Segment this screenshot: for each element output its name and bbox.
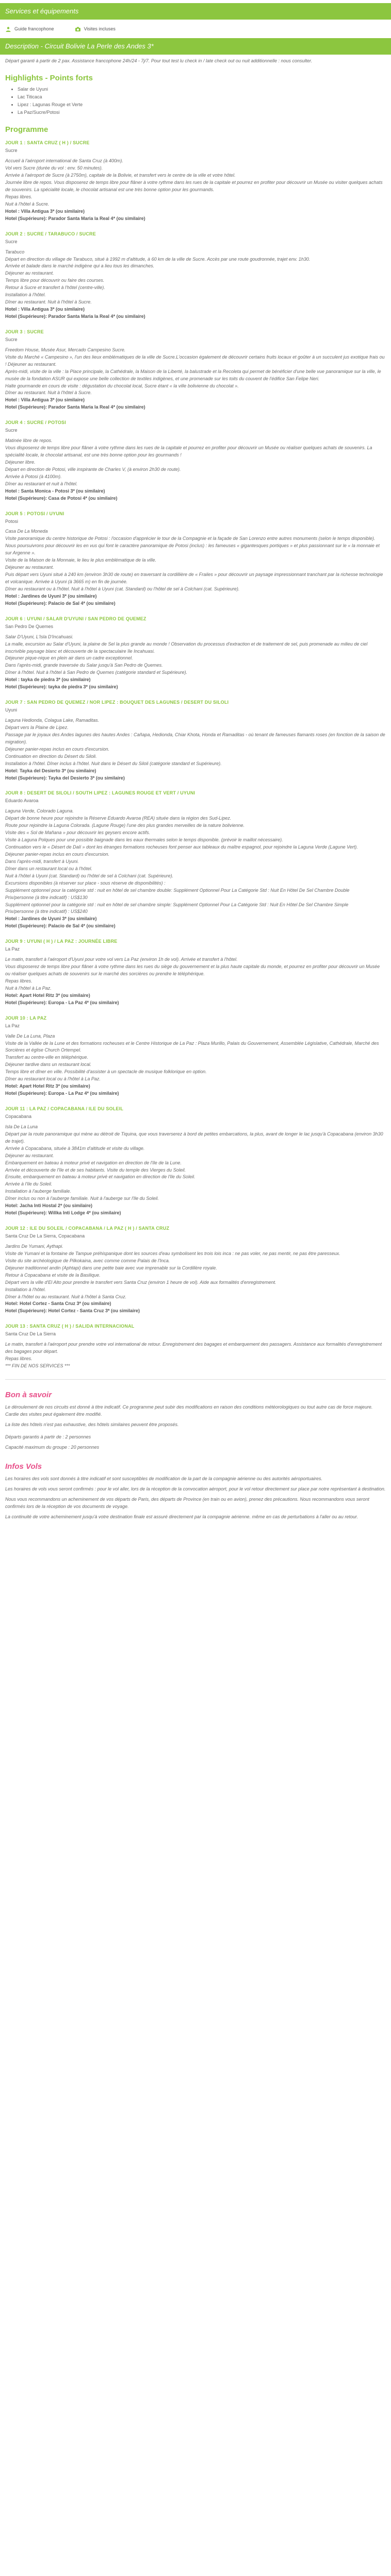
day-description bbox=[5, 347, 386, 411]
day-line: Visite des « Sol de Mañana » pour découvrir les geysers encore actifs. bbox=[5, 830, 150, 836]
day-description bbox=[5, 808, 386, 930]
day-title: JOUR 2 : SUCRE / TARABUCO / SUCRE bbox=[5, 231, 96, 236]
departs-garantis: Départs garantis à partir de : 2 personnes bbox=[5, 1434, 91, 1440]
day-hotel: Hotel : Villa Antigua 3* (ou similaire) bbox=[5, 397, 85, 403]
day-line: Repas libres. bbox=[5, 194, 32, 199]
infos-vols-title: Infos Vols bbox=[5, 1462, 42, 1471]
day-line: Installation à l'hôtel. bbox=[5, 1286, 46, 1292]
highlight-item: • La Paz/Sucre/Potosi bbox=[18, 109, 386, 116]
day-line: Route pour rejoindre la Laguna Colorada. (Lagune Rouge) l'une des plus grandes merveilles de la nature bolivienne. bbox=[5, 823, 245, 828]
day-line: Ensuite, embarquement en bateau à moteur privé et navigation en direction de l'Ile du Soleil. bbox=[5, 1174, 196, 1180]
day-line: Visite du Marché « Campesino », l'un des lieux emblématiques de la ville de Sucre.L'occasion également de découvrir certains fruits locaux et goûter à un succulent jus exotique frais ou ! Déjeuner au restaurant. bbox=[5, 354, 385, 367]
day-line: Déjeuner libre. bbox=[5, 459, 36, 465]
day-block bbox=[5, 511, 386, 607]
day-hotel: Hotel : Jardines de Uyuni 3* (ou similaire) bbox=[5, 916, 97, 922]
day-line: Vol vers Sucre (durée du vol : env. 50 minutes). bbox=[5, 165, 103, 171]
day-block bbox=[5, 140, 386, 222]
day-line: Continuation en direction du Désert du Siloli. bbox=[5, 753, 97, 759]
intro-text: Départ garanti à partir de 2 pax. Assistance francophone 24h/24 - 7j/7. Pour tout test lu check in / late check out ou nuit additionnelle : nous consulter. bbox=[5, 58, 313, 64]
day-title: JOUR 6 : UYUNI / SALAR D'UYUNI / SAN PEDRO DE QUEMEZ bbox=[5, 616, 146, 621]
services-list bbox=[0, 20, 391, 38]
day-line: Déjeuner au restaurant. bbox=[5, 270, 54, 276]
day-description bbox=[5, 528, 386, 607]
day-line: Arrivée à l'Ile du Soleil. bbox=[5, 1181, 53, 1187]
day-line: *** FIN DE NOS SERVICES *** bbox=[5, 1363, 70, 1369]
day-line: La malle, excursion au Salar d'Uyuni, la plaine de Sel la plus grande au monde ! Observation du processus d'extraction et de traitement de sel, puis promenade au milieu de ciel inscrivible paysage blanc et découverte de la spectaculaire île Incahuasi. bbox=[5, 641, 368, 654]
day-hotel: Hotel: Apart Hotel Ritz 3* (ou similaire) bbox=[5, 992, 90, 998]
day-hotel: Hotel : Santa Monica - Potosi 3* (ou similaire) bbox=[5, 488, 105, 494]
infos-vols-para: La continuité de votre acheminement jusqu'à votre destination finale est assuré directement par la compagnie aérienne. même en cas de perturbations à l'aller ou au retour. bbox=[5, 1514, 358, 1519]
day-line: Visite de la Vallée de la Lune et des formations rocheuses et le Centre Historique de La Paz : Plaza Murillo, Palais du Gouvernement, Assemblée Législative, Cathédrale, Marché des Sorcières et église Church Ortempel. bbox=[5, 1040, 379, 1053]
day-line: Déjeuner au restaurant. bbox=[5, 1153, 54, 1158]
services-bar: Services et équipements bbox=[0, 3, 391, 20]
service-guide bbox=[5, 26, 54, 33]
day-line: Dîner dans un restaurant local ou à l'hôtel. bbox=[5, 866, 92, 871]
day-line: Départ vers la Plaine de Lipez. bbox=[5, 724, 69, 730]
day-description bbox=[5, 1243, 386, 1315]
programme-title: Programme bbox=[5, 125, 48, 134]
day-title: JOUR 7 : SAN PEDRO DE QUEMEZ / NOR LIPEZ : BOUQUET DES LAGUNES / DESERT DU SILOLI bbox=[5, 700, 229, 705]
day-description bbox=[5, 437, 386, 502]
divider bbox=[5, 1379, 386, 1380]
bon-a-savoir-para: Le déroulement de nos circuits est donné à titre indicatif. Ce programme peut subir des modifications en raison des conditions météorologiques ou tout autre cas de force majeure. Cardie des visites peut également être modifié. bbox=[5, 1404, 373, 1417]
day-line: Temps libre pour découvrir ou faire des courses. bbox=[5, 278, 105, 283]
day-line: Après-midi, visite de la ville : la Place principale, la Cathédrale, la Maison de la Liberté, la balustrade et la Recoleta qui permet de bénéficier d'une belle vue panoramique sur la ville, le musée de la fondation ASUR qui expose une belle collection de textiles indigènes, et une promenade sur les toits du couvent de l'édifice San Felipe Neri. bbox=[5, 368, 381, 381]
day-line: Déjeuner au restaurant. bbox=[5, 565, 54, 570]
day-line: Déjeuner panier-repas inclus en cours d'excursion. bbox=[5, 851, 110, 857]
day-title: JOUR 13 : SANTA CRUZ ( H ) / SALIDA INTERNACIONAL bbox=[5, 1324, 135, 1329]
day-line: Jardins De Yumani, Aythapi. bbox=[5, 1243, 63, 1249]
day-line: Visite panoramique du centre historique de Potosi : l'occasion d'apprécier le tour de la Compagnie et la façade de San Lorenzo entre autres monuments (selon le temps disponible). bbox=[5, 536, 376, 541]
day-hotel: Hotel: Apart Hotel Ritz 3* (ou similaire) bbox=[5, 1083, 90, 1089]
page bbox=[0, 3, 391, 1521]
day-line: Nuit à l'hôtel à La Paz. bbox=[5, 985, 52, 991]
day-description bbox=[5, 634, 386, 691]
day-location: Potosi bbox=[5, 518, 19, 524]
day-block bbox=[5, 231, 386, 320]
day-line: Déjeuner traditionnel andin (Aphtapi) dans une petite baie avec vue imprenable sur la Cordillère royale. bbox=[5, 1265, 217, 1270]
day-description bbox=[5, 1033, 386, 1097]
day-line: Dîner au restaurant ou à l'hôtel. Nuit à l'hôtel à Uyuni (cat. Standard) ou l'hôtel de sel à Colchani (cat. Supérieure). bbox=[5, 586, 240, 591]
day-line: Dîner au restaurant local ou à l'hôtel à La Paz. bbox=[5, 1076, 101, 1082]
day-hotel: Hotel (Supérieure): Tayka del Desierto 3* (ou similaire) bbox=[5, 775, 125, 781]
day-block bbox=[5, 329, 386, 411]
day-line: Dîner à l'hôtel. Nuit à l'hôtel à San Pedro de Quemes (catégorie standard et Supérieure). bbox=[5, 670, 188, 675]
day-line: Dîner au restaurant. Nuit à l'hôtel à Sucre. bbox=[5, 390, 92, 396]
day-line: Déjeuner pique-nique en plein air dans un cadre exceptionnel. bbox=[5, 655, 133, 661]
day-line: Supplément optionnel pour la catégorie std : nuit en hôtel de sel chambre double: Supplément Optionnel Pour La Catégorie Std : Nuit En Hôtel De Sel Chambre Double bbox=[5, 887, 350, 893]
day-line: Transfert au centre-ville en téléphérique. bbox=[5, 1055, 88, 1060]
day-line: Nous poursuivrons pour découvrir les en vus qui font le caractère panoramique de Potosi (inclus) : les fameuses « gigantesques portiques » et plus passionnant sur le « la monnaie et sur Argenne ». bbox=[5, 543, 380, 556]
day-hotel: Hotel: Tayka del Desierto 3* (ou similaire) bbox=[5, 768, 96, 773]
programme-days bbox=[5, 140, 386, 1370]
day-hotel: Hotel (Supérieure): tayka de piedra 3* (ou similaire) bbox=[5, 684, 118, 690]
day-line: Vous disposerez de temps libre pour flâner à votre rythme dans les rues du siège du gouvernement et la plus haute capitale du monde, et pourrez en profiter pour découvrir un Musée ou réaliser quelques achats de souvenirs sur le marché des sorcières ou prendre le téléphérique. bbox=[5, 964, 380, 977]
day-line: Le matin, transfert à l'aéroport pour prendre votre vol international de retour. Enregistrement des bagages et embarquement des passagers. Assistance aux formalités d'enregistrement des bagages pour départ. bbox=[5, 1342, 382, 1354]
day-line: Installation à l'hôtel. bbox=[5, 292, 46, 298]
day-hotel: Hotel : tayka de piedra 3* (ou similaire) bbox=[5, 677, 91, 683]
day-location: Santa Cruz De La Sierra, Copacabana bbox=[5, 1233, 85, 1239]
day-block bbox=[5, 1225, 386, 1315]
day-line: Prix/personne (à titre indicatif) : US$240 bbox=[5, 909, 88, 914]
content bbox=[0, 58, 391, 1521]
day-block bbox=[5, 419, 386, 502]
day-line: Excursions disponibles (à réserver sur place - sous réserve de disponibilités) : bbox=[5, 880, 166, 886]
day-location: Sucre bbox=[5, 148, 18, 154]
day-line: Dîner inclus ou non à l'auberge familiale. Nuit à l'auberge sur l'Ile du Soleil. bbox=[5, 1196, 159, 1201]
day-location: Eduardo Avaroa bbox=[5, 798, 39, 804]
infos-vols-para: Nous vous recommandons un acheminement de vos départs de Paris, des départs de Province (en train ou en avion), prenez des précautions. Nous recommandons vous seront confirmés lors de la réception de vos documents de voyage. bbox=[5, 1497, 369, 1509]
day-line: Arrivée et découverte de l'île et de ses habitants. Visite du temple des Vierges du Soleil. bbox=[5, 1167, 186, 1173]
day-location: San Pedro De Quemes bbox=[5, 623, 54, 629]
day-line: Embarquement en bateau à moteur privé et navigation en direction de l'Ile de la Lune. bbox=[5, 1160, 182, 1165]
day-title: JOUR 3 : SUCRE bbox=[5, 329, 44, 334]
day-line: Départ par la route panoramique qui mène au détroit de Tiquina, que vous traverserez à bord de petites embarcations, la plus, avant de longer le lac jusqu'à Copacabana (environ 3h30 de trajet). bbox=[5, 1131, 383, 1144]
day-line: Arrivée à Copacabana, située à 3841m d'altitude et visite du village. bbox=[5, 1145, 145, 1151]
day-hotel: Hotel (Supérieure): Palacio de Sal 4* (ou similaire) bbox=[5, 600, 116, 606]
day-line: Arrivée et balade dans le marché indigène qui a lieu tous les dimanches. bbox=[5, 263, 155, 269]
day-line: Retour à Copacabana et visite de la Basilique. bbox=[5, 1272, 101, 1278]
day-title: JOUR 9 : UYUNI ( H ) / LA PAZ : JOURNÉE LIBRE bbox=[5, 939, 118, 944]
day-line: Nuit à l'hôtel à Uyuni (cat. Standard) ou l'hôtel de sel à Colchani (cat. Supérieure). bbox=[5, 873, 174, 878]
capacite-maximum: Capacité maximum du groupe : 20 personnes bbox=[5, 1444, 100, 1450]
day-hotel: Hotel (Supérieure): Casa de Potosi 4* (ou similaire) bbox=[5, 495, 118, 501]
day-line: Installation à l'hôtel. Dîner inclus à l'hôtel. Nuit dans le Désert du Siloli (catégorie standard et Supérieure). bbox=[5, 760, 222, 766]
day-description bbox=[5, 249, 386, 320]
day-line: Casa De La Moneda bbox=[5, 529, 48, 534]
day-line: Dîner au restaurant. Nuit à l'hôtel à Sucre. bbox=[5, 299, 92, 305]
day-line: Journée libre de repos. Vous disposerez de temps libre pour flâner à votre rythme dans les rues de la capitale et pourrez en profiter pour découvrir un Musée ou visiter quelques achats de souvenirs. La spécialité locale, le chocolat artisanal est une très bonne option pour les gourmands. bbox=[5, 180, 383, 193]
day-line: Laguna Hedionda, Colagua Lake, Ramaditas. bbox=[5, 718, 100, 723]
day-line: Laguna Verde, Colorado Laguna. bbox=[5, 808, 74, 814]
visit-icon bbox=[75, 26, 81, 32]
day-block bbox=[5, 790, 386, 930]
highlight-item: • Salar de Uyuni bbox=[18, 86, 386, 93]
bon-a-savoir-para: La liste des hôtels n'est pas exhaustive, des hôtels similaires peuvent être proposés. bbox=[5, 1422, 179, 1428]
day-hotel: Hotel : Villa Antigua 3* (ou similaire) bbox=[5, 208, 85, 214]
day-location: Copacabana bbox=[5, 1113, 32, 1119]
day-description bbox=[5, 158, 386, 222]
day-line: Halte gourmande en cours de visite : dégustation du chocolat local, Sucre étant « la ville bolivienne du chocolat ». bbox=[5, 383, 239, 388]
day-line: Dans l'après-midi, transfert à Uyuni. bbox=[5, 858, 79, 864]
day-hotel: Hotel (Supérieure): Parador Santa Maria la Real 4* (ou similaire) bbox=[5, 314, 145, 319]
day-block bbox=[5, 938, 386, 1006]
day-line: Visite de la Maison de la Monnaie, le lieu le plus emblématique de la ville. bbox=[5, 557, 157, 563]
day-location: La Paz bbox=[5, 946, 20, 952]
day-line: Départ vers la ville d'El Alto pour prendre le transfert vers Santa Cruz (environ 1 heure de vol). Aide aux formalités d'enregistrement. bbox=[5, 1279, 276, 1285]
service-visits bbox=[75, 26, 116, 33]
day-block bbox=[5, 1015, 386, 1097]
day-line: Repas libres. bbox=[5, 1356, 32, 1362]
day-title: JOUR 8 : DESERT DE SILOLI / SOUTH LIPEZ : LAGUNES ROUGE ET VERT / UYUNI bbox=[5, 790, 196, 796]
service-guide-label: Guide francophone bbox=[14, 26, 54, 32]
day-line: Départ de bonne heure pour rejoindre la Réserve Eduardo Avaroa (REA) située dans la région des Sud-Lipez. bbox=[5, 816, 232, 821]
day-line: Valle De La Luna, Plaza bbox=[5, 1033, 55, 1039]
highlights-title: Highlights - Points forts bbox=[5, 74, 93, 83]
day-line: Tarabuco bbox=[5, 249, 25, 255]
day-block bbox=[5, 1106, 386, 1217]
day-line: Le matin, transfert à l'aéroport d'Uyuni pour votre vol vers La Paz (environ 1h de vol). Arrivée et transfert à l'hôtel. bbox=[5, 957, 238, 962]
day-title: JOUR 10 : LA PAZ bbox=[5, 1015, 47, 1021]
day-title: JOUR 11 : LA PAZ / COPACABANA / ILE DU SOLEIL bbox=[5, 1106, 124, 1112]
day-location: Sucre bbox=[5, 428, 18, 433]
day-hotel: Hotel (Supérieure): Willka Inti Lodge 4* (ou similaire) bbox=[5, 1210, 121, 1216]
day-line: Arrivée à Potosi (à 4100m). bbox=[5, 473, 62, 479]
day-line: Passage par le joyaux des Andes lagunes des hautes Andes : Cañapa, Hedionda, Chiar Khota, Honda et Ramaditas - où tenant de fameuses flamants roses (en fonction de la saison de migration). bbox=[5, 732, 385, 744]
day-line: Retour à Sucre et transfert à l'hôtel (centre-ville). bbox=[5, 285, 105, 291]
day-line: Puis départ vers Uyuni situé à 240 km (environ 3h30 de route) en traversant la cordillière de « Frailes » pour découvrir un paysage impressionnant tranchant par la richesse technologie et volcanique. Arrivée à Uyuni (à 3665 m) en fin de journée. bbox=[5, 572, 383, 585]
day-hotel: Hotel (Supérieure): Parador Santa Maria la Real 4* (ou similaire) bbox=[5, 404, 145, 410]
day-line: Installation à l'auberge familiale. bbox=[5, 1189, 71, 1194]
day-title: JOUR 1 : SANTA CRUZ ( H ) / SUCRE bbox=[5, 140, 90, 146]
day-line: Freedom House, Musée Asur, Mercado Campesino Sucre. bbox=[5, 347, 126, 352]
day-line: Dans l'après-midi, grande traversée du Salar jusqu'à San Pedro de Quemes. bbox=[5, 663, 163, 668]
day-line: Supplément optionnel pour la catégorie std : nuit en hôtel de sel chambre simple: Supplément Optionnel Pour La Catégorie Std : Nuit En Hôtel De Sel Chambre Simple bbox=[5, 902, 349, 907]
day-hotel: Hotel (Supérieure): Hotel Cortez - Santa Cruz 3* (ou similaire) bbox=[5, 1308, 140, 1314]
day-line: Isla De La Luna bbox=[5, 1124, 38, 1129]
day-line: Départ en direction du village de Tarabuco, situé à 1992 m d'altitude, à 60 km de la ville de Sucre. Accès par une route goudronnée, trajet env. 1h30. bbox=[5, 256, 311, 262]
day-location: La Paz bbox=[5, 1023, 20, 1028]
day-description bbox=[5, 1124, 386, 1217]
day-line: Visite à Laguna Polques pour une possible baignade dans les eaux thermales selon le temps disponible. (prévoir le maillot nécessaire). bbox=[5, 837, 283, 843]
guide-icon bbox=[5, 26, 11, 32]
highlight-item: • Lac Titicaca bbox=[18, 94, 386, 101]
day-hotel: Hotel (Supérieure): Parador Santa Maria la Real 4* (ou similaire) bbox=[5, 215, 145, 221]
day-line: Dîner au restaurant et nuit à l'hôtel. bbox=[5, 481, 78, 486]
day-description bbox=[5, 1341, 386, 1370]
day-location: Uyuni bbox=[5, 707, 18, 713]
infos-vols-para: Les horaires des vols sont donnés à titre indicatif et sont susceptibles de modification de la part de la compagnie aérienne ou des autorités aéroportuaires. bbox=[5, 1476, 322, 1482]
day-line: Déjeuner tardive dans un restaurant local. bbox=[5, 1062, 92, 1067]
day-location: Santa Cruz De La Sierra bbox=[5, 1331, 56, 1337]
bon-a-savoir-title: Bon à savoir bbox=[5, 1390, 52, 1399]
day-block bbox=[5, 616, 386, 691]
day-line: Arrivée à l'aéroport de Sucre (à 2750m), capitale de la Bolivie, et transfert vers le centre de la ville et votre hôtel. bbox=[5, 173, 236, 178]
highlight-item: • Lipez : Lagunas Rouge et Verte bbox=[18, 101, 386, 109]
day-title: JOUR 5 : POTOSI / UYUNI bbox=[5, 511, 64, 516]
highlights-list bbox=[5, 86, 386, 116]
day-block bbox=[5, 1323, 386, 1370]
day-hotel: Hotel: Jacha Inti Hostal 2* (ou similaire) bbox=[5, 1203, 93, 1209]
day-line: Accueil à l'aéroport international de Santa Cruz (à 400m). bbox=[5, 158, 123, 164]
day-line: Visite de Yumani et la fontaine de Tampue préhispanique dont les sources d'eau symbolisent les trois lois inca : ne pas voler, ne pas mentir, ne pas être paresseux. bbox=[5, 1250, 340, 1256]
day-line: Visite du site archéologique de Pilkokaina, avec comme comme Palais de l'Inca. bbox=[5, 1258, 170, 1263]
day-line: Temps libre et dîner en ville. Possibilité d'assister à un spectacle de musique folklorique en option. bbox=[5, 1069, 207, 1075]
day-line: Nuit à l'hôtel à Sucre. bbox=[5, 201, 50, 207]
day-block bbox=[5, 699, 386, 782]
day-hotel: Hotel : Jardines de Uyuni 3* (ou similaire) bbox=[5, 593, 97, 599]
day-title: JOUR 12 : ILE DU SOLEIL / COPACABANA / LA PAZ ( H ) / SANTA CRUZ bbox=[5, 1226, 170, 1231]
day-hotel: Hotel (Supérieure): Europa - La Paz 4* (ou similaire) bbox=[5, 999, 119, 1005]
description-bar: Description - Circuit Bolivie La Perle des Andes 3* bbox=[0, 38, 391, 55]
day-line: Matinée libre de repos. bbox=[5, 438, 53, 444]
day-line: Départ en direction de Potosi, ville inspirante de Charles V, (à environ 2h30 de route). bbox=[5, 466, 181, 472]
day-description bbox=[5, 956, 386, 1007]
infos-vols-para: Les horaires de vols vous seront confirmés : pour le vol aller, lors de la réception de la convocation aéroport, pour le vol retour directement sur place par notre représentant à destination. bbox=[5, 1486, 386, 1492]
day-line: Déjeuner panier-repas inclus en cours d'excursion. bbox=[5, 746, 110, 752]
day-hotel: Hotel (Supérieure): Europa - La Paz 4* (ou similaire) bbox=[5, 1091, 119, 1096]
day-hotel: Hotel : Villa Antigua 3* (ou similaire) bbox=[5, 307, 85, 312]
day-line: Prix/personne (à titre indicatif) : US$130 bbox=[5, 894, 88, 900]
day-hotel: Hotel (Supérieure): Palacio de Sal 4* (ou similaire) bbox=[5, 923, 116, 929]
day-hotel: Hotel: Hotel Cortez - Santa Cruz 3* (ou similaire) bbox=[5, 1301, 111, 1307]
day-description bbox=[5, 717, 386, 782]
day-line: Salar D'Uyuni, L'Isla D'Incahuasi. bbox=[5, 634, 74, 639]
day-line: Repas libres. bbox=[5, 978, 32, 984]
day-line: Vous disposerez de temps libre pour flâner à votre rythme dans les rues de la capitale et pourrez en profiter pour découvrir un Musée ou réaliser quelques achats de souvenirs. La spécialité locale, le chocolat artisanal, est une très bonne option pour les gourmands ! bbox=[5, 445, 372, 458]
day-line: Continuation vers le « Désert de Dalí » dont les étranges formations rocheuses font penser aux tableaux du maître espagnol, pour rejoindre la Laguna Verde (Lagune Vert). bbox=[5, 844, 358, 850]
day-location: Sucre bbox=[5, 239, 18, 244]
day-location: Sucre bbox=[5, 336, 18, 342]
service-visits-label: Visites incluses bbox=[84, 26, 116, 32]
day-title: JOUR 4 : SUCRE / POTOSI bbox=[5, 420, 66, 426]
day-line: Dîner à l'hôtel ou au restaurant. Nuit à l'hôtel à Santa Cruz. bbox=[5, 1294, 127, 1299]
